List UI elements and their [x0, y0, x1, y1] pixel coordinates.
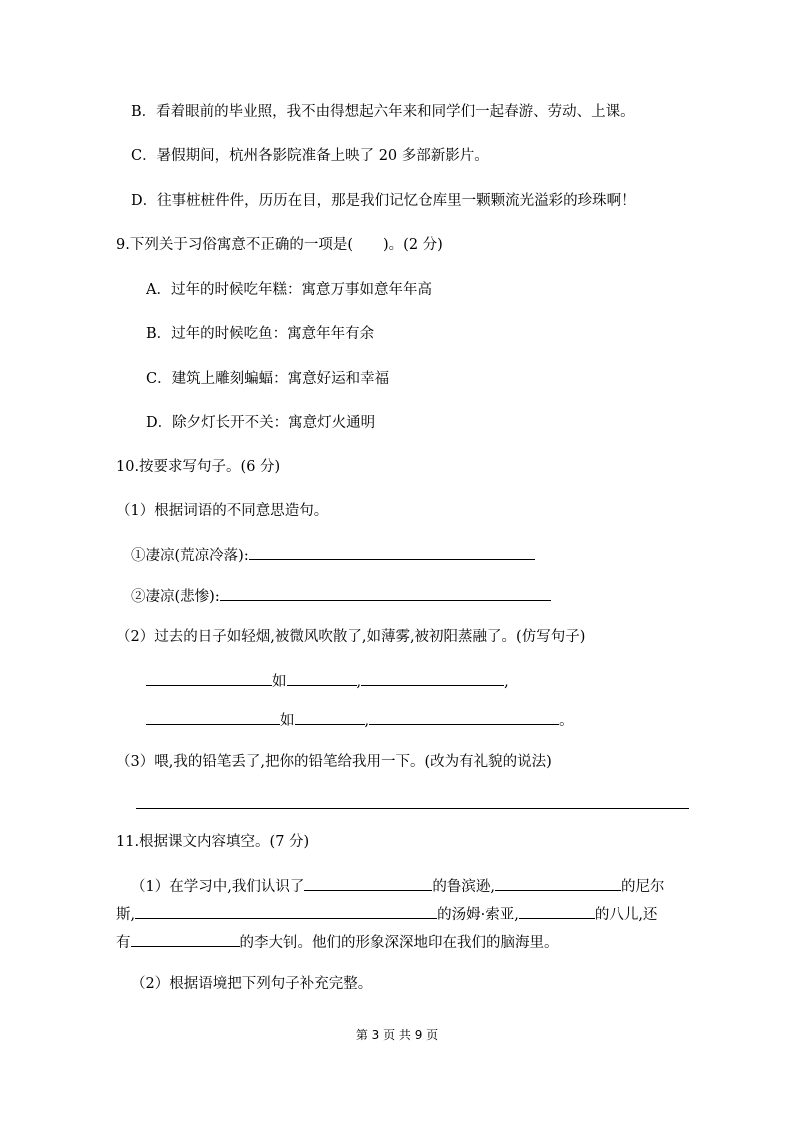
- q11-line2-a: 斯,: [116, 907, 136, 923]
- q11-line3-b: 的李大钊。他们的形象深深地印在我们的脑海里。: [239, 935, 559, 951]
- answer-blank[interactable]: [360, 904, 437, 919]
- q11-line1: [131, 876, 664, 897]
- q11-line1-a: （1）在学习中,我们认识了: [131, 879, 305, 895]
- comma-text: ,: [364, 713, 370, 729]
- q10-part1-b: [131, 586, 551, 607]
- q10-part1-a: [131, 545, 535, 566]
- q10-part1-b-label: ②凄凉(悲惨):: [131, 589, 220, 605]
- q8-option-c: C．暑假期间，杭州各影院准备上映了 20 多部新影片。: [131, 148, 489, 164]
- answer-blank[interactable]: [519, 904, 595, 919]
- q11-stem: 11.根据课文内容填空。(7 分): [116, 834, 310, 850]
- q10-part3: （3）喂,我的铅笔丢了,把你的铅笔给我用一下。(改为有礼貌的说法): [116, 754, 552, 770]
- q10-part2-line1: [146, 671, 509, 692]
- page-number: 第 3 页 共 9 页: [355, 1028, 439, 1042]
- q11-line2-c: 的八儿,还: [594, 907, 658, 923]
- q11-part2: （2）根据语境把下列句子补充完整。: [131, 976, 373, 992]
- q9-stem-start: 9.下列关于习俗寓意不正确的一项是(: [116, 237, 353, 253]
- answer-blank[interactable]: [304, 876, 432, 891]
- q9-option-a: A．过年的时候吃年糕：寓意万事如意年年高: [146, 282, 432, 298]
- q11-line3-a: 有: [116, 935, 131, 951]
- answer-blank[interactable]: [495, 876, 621, 891]
- q10-part2: （2）过去的日子如轻烟,被微风吹散了,如薄雾,被初阳蒸融了。(仿写句子): [116, 629, 586, 645]
- q11-line2-b: 的汤姆·索亚,: [437, 907, 519, 923]
- answer-line[interactable]: [136, 808, 689, 809]
- q9-option-c: C．建筑上雕刻蝙蝠：寓意好运和幸福: [146, 371, 390, 387]
- answer-blank[interactable]: [146, 671, 272, 686]
- q10-part1-a-label: ①凄凉(荒凉冷落):: [131, 548, 249, 564]
- comma-text: ,: [504, 674, 509, 690]
- q9-option-b: B．过年的时候吃鱼：寓意年年有余: [146, 326, 375, 342]
- q11-line2: [116, 904, 657, 925]
- ru-text: 如: [272, 674, 287, 690]
- q11-line1-c: 的尼尔: [620, 879, 665, 895]
- answer-blank[interactable]: [287, 671, 357, 686]
- ru-text: 如: [280, 713, 295, 729]
- answer-blank[interactable]: [220, 586, 551, 601]
- q11-line3: [116, 932, 559, 953]
- q9-stem: [116, 235, 443, 255]
- answer-blank[interactable]: [146, 710, 280, 725]
- answer-blank[interactable]: [249, 545, 535, 560]
- q10-stem: 10.按要求写句子。(6 分): [116, 459, 281, 475]
- answer-blank[interactable]: [131, 932, 240, 947]
- q10-part1: （1）根据词语的不同意思造句。: [116, 503, 329, 519]
- q9-stem-end: )。(2 分): [383, 237, 443, 253]
- answer-blank[interactable]: [361, 671, 504, 686]
- q8-option-b: B．看着眼前的毕业照，我不由得想起六年来和同学们一起春游、劳动、上课。: [131, 104, 635, 120]
- answer-blank[interactable]: [369, 710, 559, 725]
- q9-option-d: D．除夕灯长开不关：寓意灯火通明: [146, 415, 376, 431]
- q10-part2-line2: [146, 710, 574, 731]
- q8-option-d: D．往事桩桩件件，历历在目，那是我们记忆仓库里一颗颗流光溢彩的珍珠啊！: [131, 193, 636, 209]
- comma-text: ,: [356, 674, 362, 690]
- answer-blank[interactable]: [295, 710, 365, 725]
- answer-blank[interactable]: [135, 904, 360, 919]
- period-text: 。: [559, 713, 574, 729]
- q11-line1-b: 的鲁滨逊,: [432, 879, 495, 895]
